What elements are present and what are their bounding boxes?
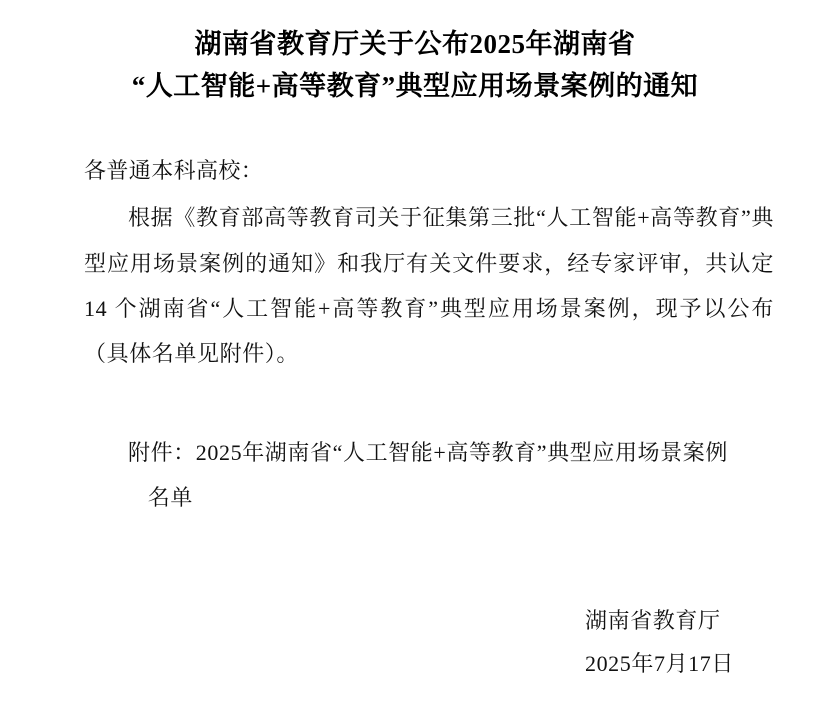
attachment-title-line-2: 名单 [147, 484, 193, 510]
page-title-line-2: “人工智能+高等教育”典型应用场景案例的通知 [131, 70, 699, 101]
issuer-name: 湖南省教育厅 [584, 608, 721, 634]
signature-block [585, 600, 734, 686]
attachment-title-line-1: 附件：2025年湖南省“人工智能+高等教育”典型应用场景案例 [128, 439, 728, 465]
page-title-line-1: 湖南省教育厅关于公布2025年湖南省 [194, 29, 636, 59]
attachment-section [0, 430, 830, 520]
issue-date: 2025年7月17日 [584, 651, 734, 677]
body-paragraph-1: 根据《教育部高等教育司关于征集第三批“人工智能+高等教育”典型应用场景案例的通知》和我厅有关文件要求，经专家评审，共认定 14 个湖南省“人工智能+高等教育”典型应用场景案例，现予以公布（具体名单见附件）。 [84, 205, 774, 366]
page-title [0, 0, 830, 108]
document-body [0, 150, 830, 376]
salutation: 各普通本科高校： [84, 157, 264, 183]
